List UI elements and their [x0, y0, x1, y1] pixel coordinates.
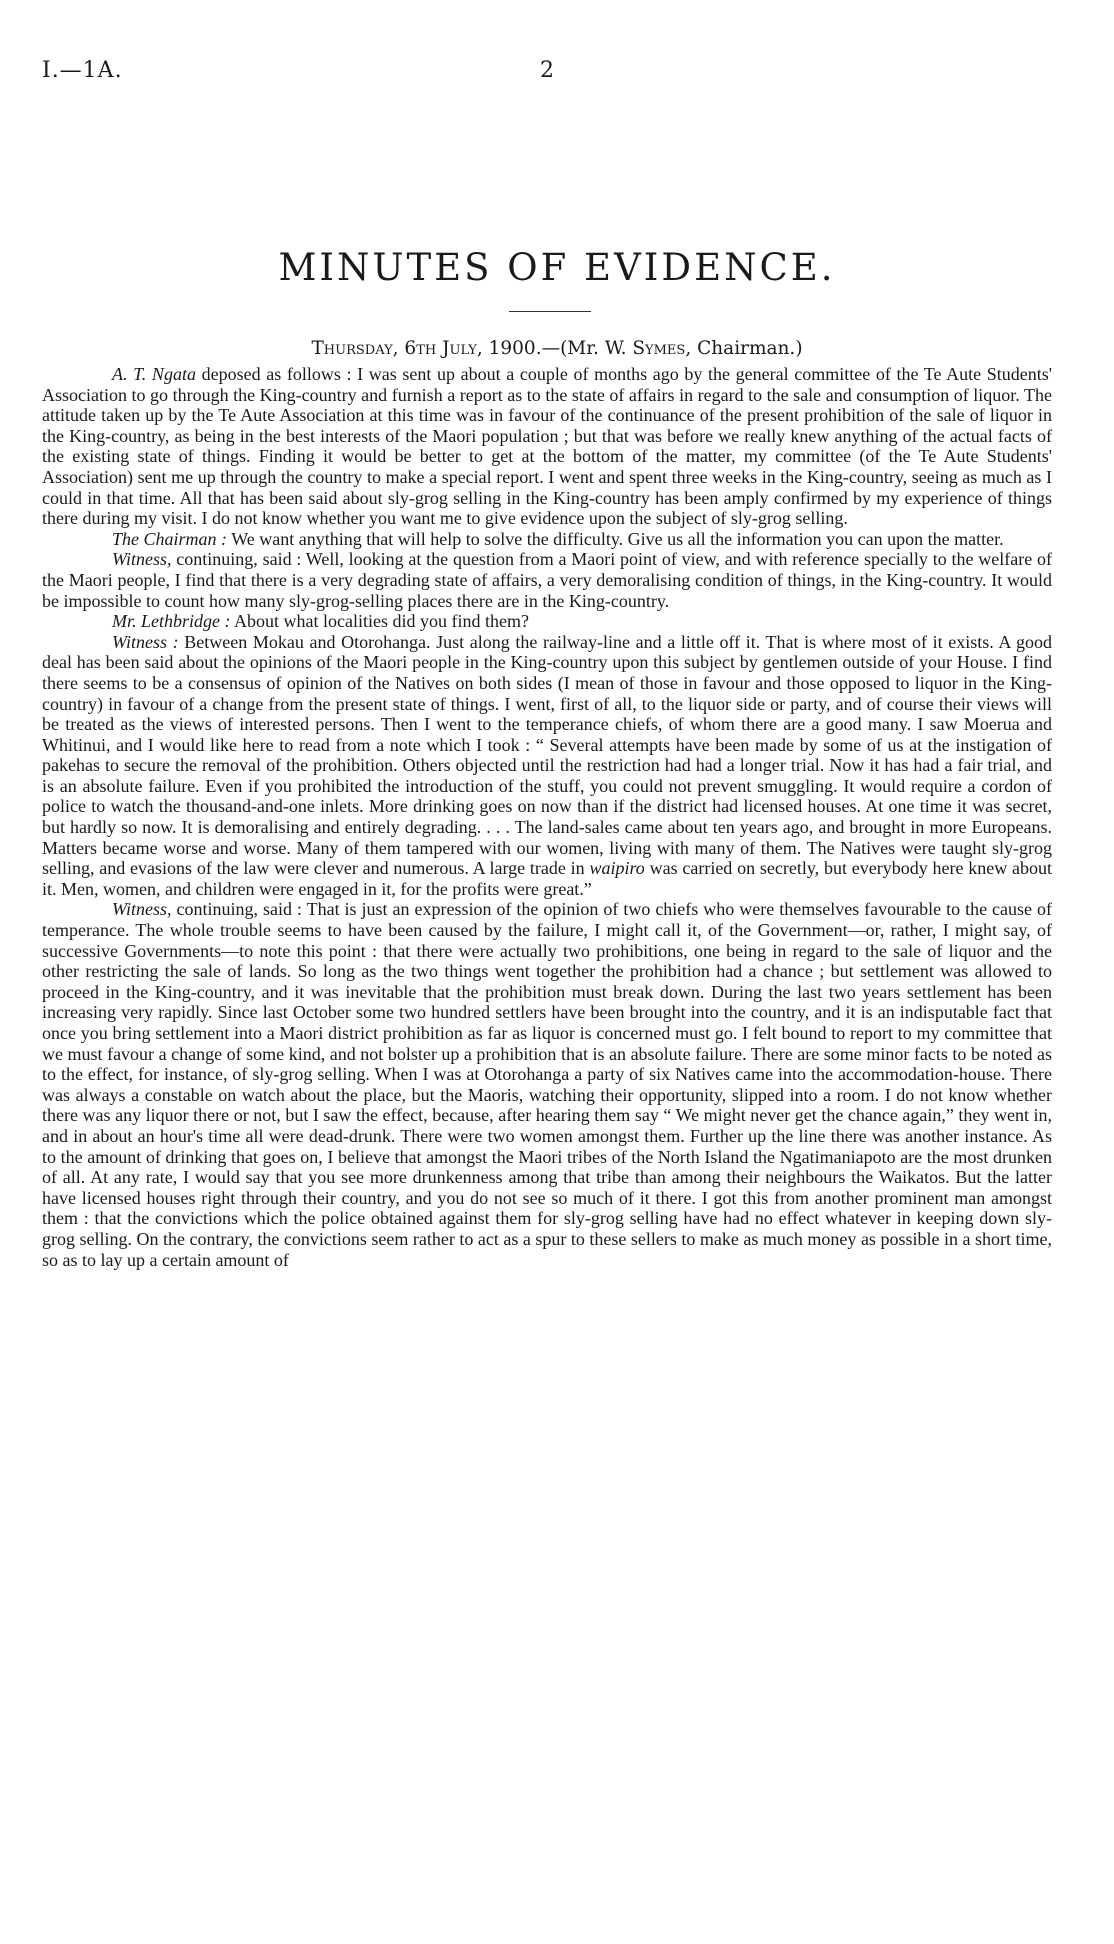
paragraph-text: Between Mokau and Otorohanga. Just along the railway-line and a little off it. That is where most of it exists. A good deal has been said about the opinions of the Maori people in the King-country upon this subject by gentlemen outside of your House. I find there seems to be a consensus of opinion of the Natives on both sides (I mean of those in favour and those opposed to liquor in the King-country) in favour of a change from the present state of things. I went, first of all, to the liquor side or party, and of course their views will be treated as the views of interested persons. Then I went to the temperance chiefs, of whom there are a good many. I saw Moerua and Whitinui, and I would like here to read from a note which I took : “ Several attempts have been made by some of us at the instigation of pakehas to secure the removal of the prohibition. Others objected until the restriction had had a longer trial. Now it has had a fair trial, and is an absolute failure. Even if you prohibited the introduction of the stuff, you could not prevent smuggling. It would require a cordon of police to watch the thousand-and-one inlets. More drinking goes on now than if the district had licensed houses. At one time it was secret, but hardly so now. It is demoralising and entirely degrading. . . . The land-sales came about ten years ago, and brought in more Europeans. Matters became worse and worse. Many of them tampered with our women, living with many of them. The Natives were taught sly-grog selling, and evasions of the law were clever and numerous. A large trade in	[42, 631, 1053, 879]
speaker-name: Witness,	[112, 549, 172, 570]
evidence-body	[42, 364, 1052, 1270]
speaker-name: Mr. Lethbridge :	[112, 611, 231, 632]
paragraph-text: deposed as follows : I was sent up about a couple of months ago by the general committee of the Te Aute Students' Association to go through the King-country and furnish a report as to the state of affairs in regard to the sale and consumption of liquor. The attitude taken up by the Te Aute Association at this time was in favour of the continuance of the present prohibition of the sale of liquor in the King-country, as being in the best interests of the Maori population ; but that was before we really knew anything of the actual facts of the existing state of things. Finding it would be better to get at the bottom of the matter, my committee (of the Te Aute Students' Association) sent me up through the country to make a special report. I went and spent three weeks in the King-country, seeing as much as I could in that time. All that has been said about sly-grog selling in the King-country has been amply confirmed by my experience of things there during my visit. I do not know whether you want me to give evidence upon the subject of sly-grog selling.	[42, 364, 1052, 529]
session-dateline	[0, 338, 1114, 359]
italic-term: waipiro	[589, 858, 645, 879]
dateline-ordinal: th	[416, 338, 437, 359]
speaker-name: Witness,	[112, 899, 172, 920]
paragraph-text: We want anything that will help to solve the difficulty. Give us all the information you can upon the matter.	[227, 528, 1004, 549]
page-title: MINUTES OF EVIDENCE.	[278, 246, 836, 289]
dateline-month: July	[436, 338, 477, 359]
speaker-name: Witness :	[112, 631, 179, 652]
paragraph-text: continuing, said : Well, looking at the question from a Maori point of view, and with reference specially to the welfare of the Maori people, I find that there is a very degrading state of affairs, a very demoralising condition of things, in the King-country. It would be impossible to count how many sly-grog-selling places there are in the King-country.	[42, 549, 1052, 611]
evidence-paragraph	[42, 611, 1052, 632]
evidence-paragraph	[42, 529, 1052, 550]
speaker-name: The Chairman :	[112, 528, 228, 549]
evidence-paragraph	[42, 364, 1052, 529]
dateline-day: Thursday	[311, 338, 393, 359]
page-number: 2	[540, 58, 554, 83]
title-divider	[509, 311, 591, 312]
dateline-chair-name: Symes	[632, 338, 686, 359]
dateline-chair-suffix: , Chairman.)	[685, 338, 803, 359]
dateline-year: , 1900.—(Mr. W.	[476, 338, 633, 359]
dateline-date: , 6	[392, 338, 417, 359]
paragraph-text: About what localities did you find them?	[230, 611, 529, 632]
evidence-paragraph	[42, 899, 1052, 1270]
speaker-name: A. T. Ngata	[112, 364, 196, 384]
paragraph-text-continued: was carried on secretly, but everybody here knew about it. Men, women, and children were engaged in it, for the profits were great.”	[42, 858, 1052, 899]
evidence-paragraph	[42, 549, 1052, 611]
evidence-paragraph	[42, 632, 1052, 900]
paper-reference: I.—1A.	[42, 58, 123, 83]
page-header	[42, 58, 1052, 88]
paragraph-text: continuing, said : That is just an expression of the opinion of two chiefs who were themselves favourable to the cause of temperance. The whole trouble seems to have been caused by the failure, I might call it, of the Government—or, rather, I might say, of successive Governments—to note this point : that there were actually two prohibitions, one being in regard to the sale of liquor and the other restricting the sale of lands. So long as the two things went together the prohibition had a chance ; but settlement was allowed to proceed in the King-country, and it was inevitable that the prohibition must break down. During the last two years settlement has been increasing very rapidly. Since last October some two hundred settlers have been brought into the country, and it is an indisputable fact that once you bring settlement into a Maori district prohibition as far as liquor is concerned must go. I felt bound to report to my committee that we must favour a change of some kind, and not bolster up a prohibition that is an absolute failure. There are some minor facts to be noted as to the effect, for instance, of sly-grog selling. When I was at Otorohanga a party of six Natives came into the accommodation-house. There was always a constable on watch about the place, but the Maoris, watching their opportunity, slipped into a room. I do not know whether there was any liquor there or not, but I saw the effect, because, after hearing them say “ We might never get the chance again,” they went in, and in about an hour's time all were dead-drunk. There were two women amongst them. Further up the line there was another instance. As to the amount of drinking that goes on, I believe that amongst the Maori tribes of the North Island the Ngatimaniapoto are the most drunken of all. At any rate, I would say that you see more drunkenness among that tribe than among their neighbours the Waikatos. But the latter have licensed houses right through their country, and you do not see so much of it there. I got this from another prominent man amongst them : that the convictions which the police obtained against them for sly-grog selling have had no effect whatever in keeping down sly-grog selling. On the contrary, the convictions seem rather to act as a spur to these sellers to make as much money as possible in a short time, so as to lay up a certain amount of	[42, 899, 1052, 1270]
